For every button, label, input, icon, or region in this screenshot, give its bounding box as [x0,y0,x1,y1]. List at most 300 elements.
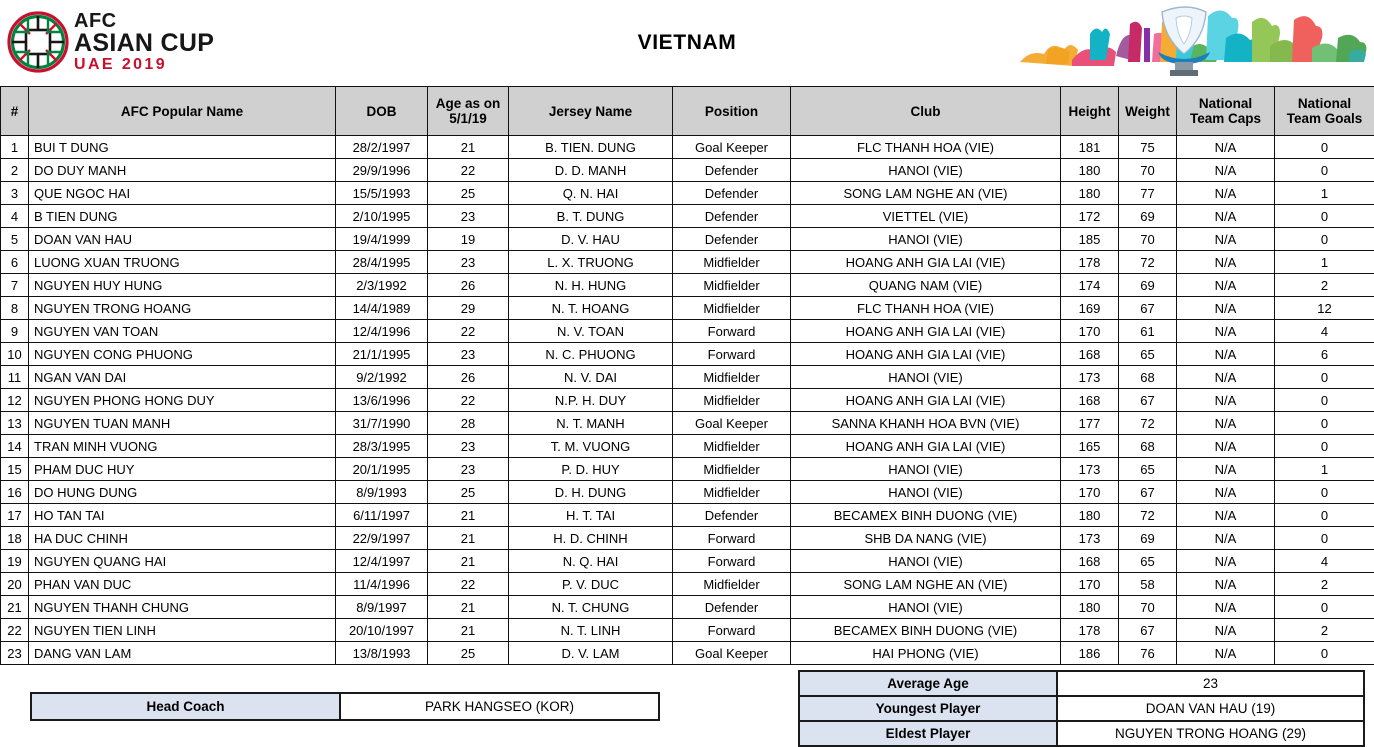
player-weight: 70 [1119,228,1177,251]
player-dob: 13/8/1993 [336,642,428,665]
player-weight: 69 [1119,274,1177,297]
player-dob: 8/9/1997 [336,596,428,619]
player-jersey-name: N. V. DAI [509,366,673,389]
player-number: 11 [1,366,29,389]
player-number: 1 [1,136,29,159]
player-position: Forward [673,343,791,366]
table-row [1,205,1374,228]
player-height: 186 [1061,642,1119,665]
table-row [1,481,1374,504]
player-weight: 69 [1119,527,1177,550]
player-goals: 2 [1275,274,1374,297]
player-caps: N/A [1177,274,1275,297]
player-weight: 67 [1119,481,1177,504]
player-height: 170 [1061,481,1119,504]
player-number: 10 [1,343,29,366]
player-club: HOANG ANH GIA LAI (VIE) [791,435,1061,458]
player-goals: 0 [1275,205,1374,228]
player-caps: N/A [1177,504,1275,527]
player-weight: 67 [1119,297,1177,320]
table-row [1,136,1374,159]
table-row [1,504,1374,527]
table-row [1,435,1374,458]
column-header-height: Height [1061,87,1119,136]
player-number: 15 [1,458,29,481]
player-age: 22 [428,159,509,182]
table-row [1,228,1374,251]
player-goals: 0 [1275,228,1374,251]
player-number: 8 [1,297,29,320]
player-height: 180 [1061,596,1119,619]
column-header-weight: Weight [1119,87,1177,136]
player-height: 173 [1061,527,1119,550]
player-age: 23 [428,205,509,228]
player-position: Defender [673,228,791,251]
player-goals: 1 [1275,458,1374,481]
player-age: 25 [428,481,509,504]
player-age: 28 [428,412,509,435]
player-club: QUANG NAM (VIE) [791,274,1061,297]
table-row [1,389,1374,412]
logo-line-afc: AFC [74,12,314,31]
player-club: HANOI (VIE) [791,481,1061,504]
player-caps: N/A [1177,320,1275,343]
player-age: 22 [428,320,509,343]
column-header-goals-line1: National [1298,96,1351,111]
player-age: 25 [428,642,509,665]
player-jersey-name: N. T. HOANG [509,297,673,320]
table-header-row [1,87,1374,136]
player-club: SONG LAM NGHE AN (VIE) [791,573,1061,596]
player-age: 23 [428,458,509,481]
player-jersey-name: H. D. CHINH [509,527,673,550]
player-popular-name: DANG VAN LAM [29,642,336,665]
table-row [1,527,1374,550]
table-row [1,573,1374,596]
player-position: Midfielder [673,389,791,412]
player-number: 7 [1,274,29,297]
table-row [1,412,1374,435]
player-height: 185 [1061,228,1119,251]
player-popular-name: NGUYEN PHONG HONG DUY [29,389,336,412]
column-header-caps-line1: National [1199,96,1252,111]
player-popular-name: HO TAN TAI [29,504,336,527]
player-position: Midfielder [673,435,791,458]
player-height: 173 [1061,366,1119,389]
player-dob: 2/3/1992 [336,274,428,297]
column-header-club: Club [791,87,1061,136]
player-caps: N/A [1177,159,1275,182]
summary-row [799,671,1364,696]
player-popular-name: NGUYEN CONG PHUONG [29,343,336,366]
summary-row [799,696,1364,721]
player-position: Forward [673,619,791,642]
player-popular-name: QUE NGOC HAI [29,182,336,205]
player-weight: 58 [1119,573,1177,596]
player-goals: 0 [1275,596,1374,619]
player-jersey-name: B. TIEN. DUNG [509,136,673,159]
player-weight: 67 [1119,389,1177,412]
player-height: 178 [1061,251,1119,274]
table-row [1,366,1374,389]
column-header-position: Position [673,87,791,136]
player-jersey-name: D. D. MANH [509,159,673,182]
column-header-age [428,87,509,136]
player-position: Defender [673,159,791,182]
player-weight: 72 [1119,412,1177,435]
player-goals: 0 [1275,504,1374,527]
logo-line-asian-cup: ASIAN CUP [74,31,314,56]
player-popular-name: NGUYEN TRONG HOANG [29,297,336,320]
table-row [1,274,1374,297]
player-club: FLC THANH HOA (VIE) [791,136,1061,159]
column-header-caps-line2: Team Caps [1190,111,1261,126]
player-popular-name: NGUYEN QUANG HAI [29,550,336,573]
summary-value: DOAN VAN HAU (19) [1057,696,1364,721]
player-goals: 2 [1275,573,1374,596]
player-popular-name: NGUYEN TUAN MANH [29,412,336,435]
player-height: 173 [1061,458,1119,481]
player-goals: 2 [1275,619,1374,642]
player-dob: 8/9/1993 [336,481,428,504]
player-height: 168 [1061,550,1119,573]
player-goals: 0 [1275,389,1374,412]
summary-value: NGUYEN TRONG HOANG (29) [1057,721,1364,746]
player-position: Defender [673,504,791,527]
player-goals: 4 [1275,320,1374,343]
player-number: 6 [1,251,29,274]
player-jersey-name: N. H. HUNG [509,274,673,297]
player-weight: 70 [1119,159,1177,182]
player-popular-name: NGAN VAN DAI [29,366,336,389]
column-header-caps [1177,87,1275,136]
player-position: Midfielder [673,366,791,389]
player-goals: 1 [1275,182,1374,205]
player-caps: N/A [1177,343,1275,366]
player-club: HOANG ANH GIA LAI (VIE) [791,320,1061,343]
player-age: 21 [428,596,509,619]
player-club: HOANG ANH GIA LAI (VIE) [791,389,1061,412]
player-position: Midfielder [673,297,791,320]
table-row [1,343,1374,366]
player-position: Defender [673,596,791,619]
player-caps: N/A [1177,136,1275,159]
player-caps: N/A [1177,251,1275,274]
player-height: 180 [1061,159,1119,182]
player-dob: 20/10/1997 [336,619,428,642]
player-height: 181 [1061,136,1119,159]
player-jersey-name: N. T. LINH [509,619,673,642]
player-jersey-name: P. V. DUC [509,573,673,596]
player-weight: 68 [1119,366,1177,389]
player-height: 169 [1061,297,1119,320]
player-number: 17 [1,504,29,527]
player-position: Midfielder [673,458,791,481]
player-age: 23 [428,251,509,274]
player-caps: N/A [1177,412,1275,435]
player-weight: 77 [1119,182,1177,205]
player-caps: N/A [1177,642,1275,665]
player-age: 26 [428,366,509,389]
player-popular-name: PHAM DUC HUY [29,458,336,481]
player-position: Forward [673,527,791,550]
player-popular-name: NGUYEN TIEN LINH [29,619,336,642]
player-club: HOANG ANH GIA LAI (VIE) [791,343,1061,366]
player-weight: 65 [1119,550,1177,573]
player-jersey-name: D. V. HAU [509,228,673,251]
player-dob: 22/9/1997 [336,527,428,550]
player-number: 23 [1,642,29,665]
player-caps: N/A [1177,182,1275,205]
player-number: 2 [1,159,29,182]
player-dob: 14/4/1989 [336,297,428,320]
summary-label: Youngest Player [799,696,1057,721]
player-jersey-name: N.P. H. DUY [509,389,673,412]
player-goals: 12 [1275,297,1374,320]
player-weight: 70 [1119,596,1177,619]
player-age: 21 [428,527,509,550]
player-popular-name: TRAN MINH VUONG [29,435,336,458]
player-age: 21 [428,504,509,527]
table-row [1,596,1374,619]
player-popular-name: PHAN VAN DUC [29,573,336,596]
player-caps: N/A [1177,619,1275,642]
player-jersey-name: B. T. DUNG [509,205,673,228]
player-dob: 31/7/1990 [336,412,428,435]
player-number: 22 [1,619,29,642]
player-number: 13 [1,412,29,435]
player-jersey-name: N. Q. HAI [509,550,673,573]
player-popular-name: NGUYEN HUY HUNG [29,274,336,297]
player-weight: 72 [1119,251,1177,274]
player-dob: 28/3/1995 [336,435,428,458]
player-caps: N/A [1177,435,1275,458]
player-club: BECAMEX BINH DUONG (VIE) [791,619,1061,642]
player-club: HANOI (VIE) [791,550,1061,573]
head-coach-label: Head Coach [31,693,340,720]
player-club: HANOI (VIE) [791,159,1061,182]
player-caps: N/A [1177,527,1275,550]
player-club: HAI PHONG (VIE) [791,642,1061,665]
player-weight: 68 [1119,435,1177,458]
player-height: 168 [1061,343,1119,366]
player-weight: 76 [1119,642,1177,665]
player-position: Midfielder [673,481,791,504]
player-caps: N/A [1177,297,1275,320]
player-height: 174 [1061,274,1119,297]
player-club: FLC THANH HOA (VIE) [791,297,1061,320]
player-club: HANOI (VIE) [791,596,1061,619]
player-club: HANOI (VIE) [791,228,1061,251]
table-row [1,550,1374,573]
player-position: Defender [673,205,791,228]
player-age: 23 [428,343,509,366]
player-age: 21 [428,550,509,573]
player-weight: 69 [1119,205,1177,228]
table-row [1,619,1374,642]
table-row [1,182,1374,205]
player-age: 29 [428,297,509,320]
player-number: 9 [1,320,29,343]
table-row [1,320,1374,343]
player-popular-name: BUI T DUNG [29,136,336,159]
player-dob: 20/1/1995 [336,458,428,481]
player-caps: N/A [1177,573,1275,596]
player-number: 16 [1,481,29,504]
player-goals: 1 [1275,251,1374,274]
logo-line-uae-2019: UAE 2019 [74,56,314,73]
player-popular-name: NGUYEN VAN TOAN [29,320,336,343]
player-weight: 65 [1119,458,1177,481]
player-popular-name: DO HUNG DUNG [29,481,336,504]
player-jersey-name: D. V. LAM [509,642,673,665]
player-position: Forward [673,320,791,343]
player-caps: N/A [1177,228,1275,251]
player-weight: 75 [1119,136,1177,159]
player-club: HOANG ANH GIA LAI (VIE) [791,251,1061,274]
column-header-goals-line2: Team Goals [1287,111,1363,126]
player-jersey-name: N. V. TOAN [509,320,673,343]
summary-label: Eldest Player [799,721,1057,746]
player-age: 23 [428,435,509,458]
player-caps: N/A [1177,596,1275,619]
player-jersey-name: N. T. CHUNG [509,596,673,619]
player-dob: 11/4/1996 [336,573,428,596]
player-number: 21 [1,596,29,619]
player-position: Goal Keeper [673,136,791,159]
table-row [1,159,1374,182]
player-jersey-name: L. X. TRUONG [509,251,673,274]
summary-label: Average Age [799,671,1057,696]
player-dob: 2/10/1995 [336,205,428,228]
head-coach-value: PARK HANGSEO (KOR) [340,693,659,720]
player-jersey-name: H. T. TAI [509,504,673,527]
summary-value: 23 [1057,671,1364,696]
player-goals: 0 [1275,435,1374,458]
player-club: SONG LAM NGHE AN (VIE) [791,182,1061,205]
player-club: SHB DA NANG (VIE) [791,527,1061,550]
player-age: 22 [428,389,509,412]
player-age: 21 [428,136,509,159]
player-number: 19 [1,550,29,573]
table-row [1,251,1374,274]
player-jersey-name: T. M. VUONG [509,435,673,458]
player-weight: 65 [1119,343,1177,366]
player-height: 165 [1061,435,1119,458]
squad-list-table [0,86,1374,665]
player-height: 170 [1061,573,1119,596]
player-height: 170 [1061,320,1119,343]
page-header [0,0,1374,86]
player-number: 12 [1,389,29,412]
player-dob: 13/6/1996 [336,389,428,412]
player-club: BECAMEX BINH DUONG (VIE) [791,504,1061,527]
player-height: 172 [1061,205,1119,228]
player-dob: 15/5/1993 [336,182,428,205]
player-age: 25 [428,182,509,205]
player-dob: 6/11/1997 [336,504,428,527]
head-coach-row [31,693,659,720]
player-age: 19 [428,228,509,251]
player-goals: 0 [1275,642,1374,665]
player-number: 20 [1,573,29,596]
player-caps: N/A [1177,458,1275,481]
player-goals: 0 [1275,136,1374,159]
player-dob: 21/1/1995 [336,343,428,366]
player-club: VIETTEL (VIE) [791,205,1061,228]
player-height: 178 [1061,619,1119,642]
player-number: 3 [1,182,29,205]
player-position: Midfielder [673,251,791,274]
column-header-popular-name: AFC Popular Name [29,87,336,136]
player-number: 14 [1,435,29,458]
player-caps: N/A [1177,550,1275,573]
player-jersey-name: N. T. MANH [509,412,673,435]
page-title: VIETNAM [0,31,1374,55]
player-number: 18 [1,527,29,550]
player-position: Defender [673,182,791,205]
head-coach-box [30,692,660,721]
player-goals: 0 [1275,412,1374,435]
player-number: 4 [1,205,29,228]
column-header-goals [1275,87,1374,136]
table-row [1,297,1374,320]
player-jersey-name: N. C. PHUONG [509,343,673,366]
player-goals: 0 [1275,366,1374,389]
player-jersey-name: Q. N. HAI [509,182,673,205]
player-jersey-name: P. D. HUY [509,458,673,481]
player-weight: 72 [1119,504,1177,527]
player-height: 180 [1061,182,1119,205]
player-dob: 12/4/1996 [336,320,428,343]
uae-2019-festive-banner-graphic [1012,4,1368,82]
player-dob: 19/4/1999 [336,228,428,251]
player-age: 26 [428,274,509,297]
player-dob: 28/2/1997 [336,136,428,159]
player-goals: 4 [1275,550,1374,573]
player-popular-name: NGUYEN THANH CHUNG [29,596,336,619]
column-header-jersey-name: Jersey Name [509,87,673,136]
player-goals: 6 [1275,343,1374,366]
player-popular-name: LUONG XUAN TRUONG [29,251,336,274]
player-popular-name: DOAN VAN HAU [29,228,336,251]
player-caps: N/A [1177,205,1275,228]
player-club: HANOI (VIE) [791,458,1061,481]
player-dob: 12/4/1997 [336,550,428,573]
player-caps: N/A [1177,389,1275,412]
player-height: 177 [1061,412,1119,435]
player-position: Goal Keeper [673,642,791,665]
player-weight: 61 [1119,320,1177,343]
player-position: Goal Keeper [673,412,791,435]
player-position: Midfielder [673,274,791,297]
player-popular-name: B TIEN DUNG [29,205,336,228]
player-weight: 67 [1119,619,1177,642]
player-dob: 28/4/1995 [336,251,428,274]
player-caps: N/A [1177,366,1275,389]
player-goals: 0 [1275,481,1374,504]
team-summary-box [798,670,1365,747]
player-club: SANNA KHANH HOA BVN (VIE) [791,412,1061,435]
player-dob: 29/9/1996 [336,159,428,182]
summary-row [799,721,1364,746]
player-club: HANOI (VIE) [791,366,1061,389]
player-goals: 0 [1275,159,1374,182]
player-number: 5 [1,228,29,251]
column-header-dob: DOB [336,87,428,136]
player-caps: N/A [1177,481,1275,504]
column-header-number: # [1,87,29,136]
